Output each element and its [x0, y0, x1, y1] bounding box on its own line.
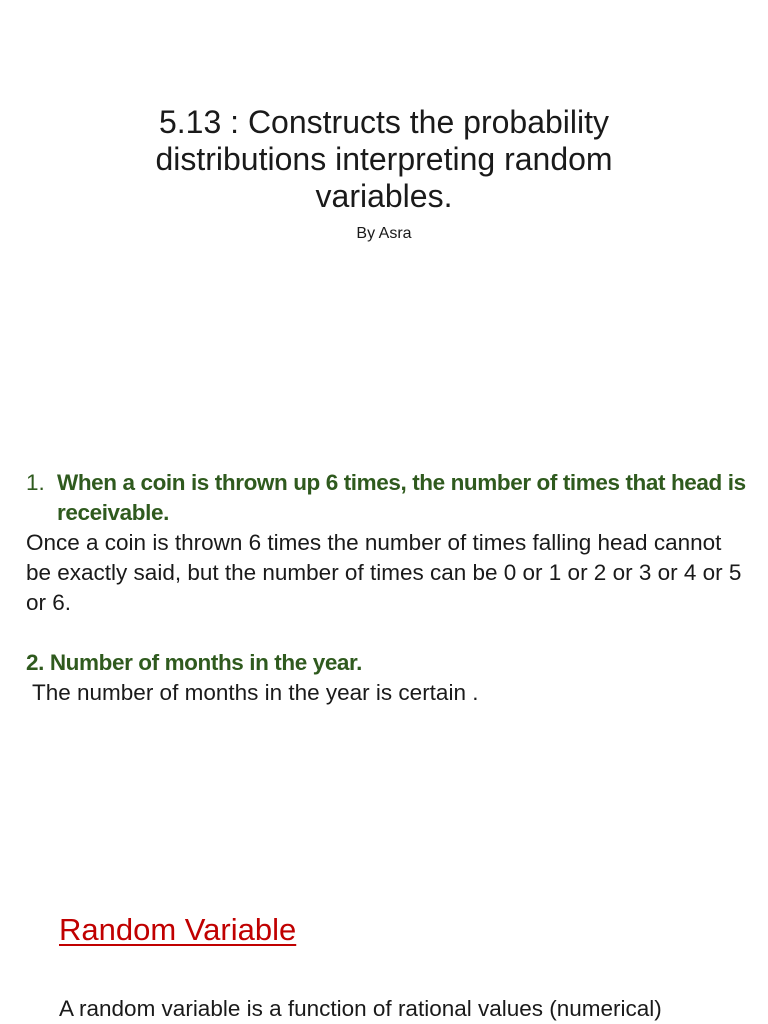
example-1-number: 1.	[26, 470, 45, 495]
example-1-question: When a coin is thrown up 6 times, the number of times that head is receivable.	[57, 470, 746, 525]
example-1-answer: Once a coin is thrown 6 times the number of times falling head cannot be exactly said, but the number of times can be 0 or 1 or 2 or 3 or 4 or 5 or 6.	[26, 530, 742, 615]
example-1	[26, 468, 746, 528]
title-block	[0, 104, 768, 243]
slide-title: 5.13 : Constructs the probability distributions interpreting random variables.	[155, 104, 613, 214]
random-variable-definition: A random variable is a function of rational values (numerical)	[59, 996, 662, 1021]
example-2-question: 2. Number of months in the year.	[26, 650, 363, 675]
random-variable-heading: Random Variable	[59, 912, 297, 947]
author-byline: By Asra	[356, 225, 412, 242]
example-2-answer: The number of months in the year is certain .	[32, 680, 479, 705]
examples-section	[26, 468, 746, 708]
